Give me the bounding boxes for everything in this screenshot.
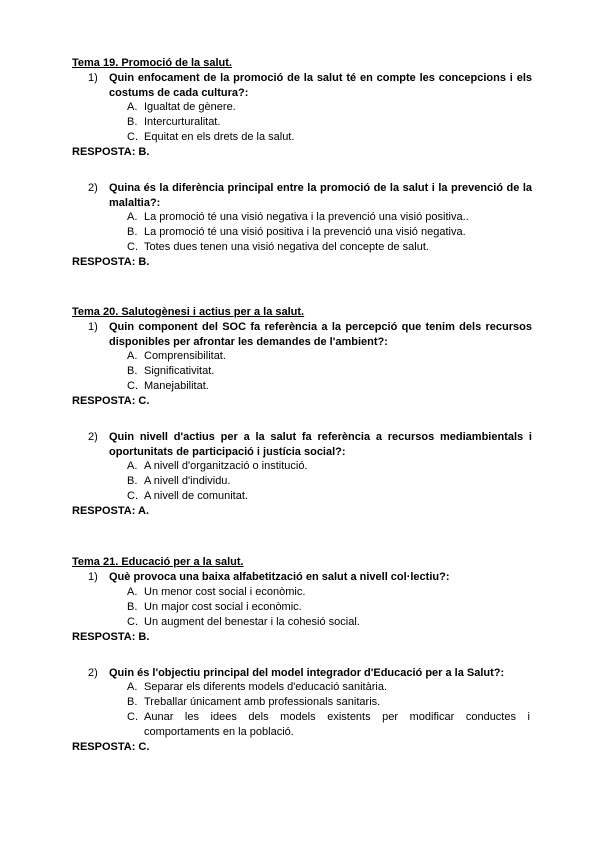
answer: RESPOSTA: B. [72, 146, 150, 158]
option-text: Significativitat. [144, 365, 215, 377]
answer: RESPOSTA: C. [72, 741, 150, 753]
question-number: 2) [88, 666, 98, 679]
option-letter: A. [127, 101, 138, 113]
section-title: Tema 19. Promoció de la salut. [72, 57, 232, 69]
option-letter: C. [127, 380, 138, 392]
option-text: Comprensibilitat. [144, 350, 226, 362]
option [72, 349, 532, 364]
option-text: A nivell de comunitat. [144, 490, 248, 502]
answer: RESPOSTA: A. [72, 505, 150, 517]
option-text: Separar els diferents models d'educació sanitària. [144, 681, 388, 693]
option-letter: B. [127, 475, 138, 487]
question-text: Quin enfocament de la promoció de la salut té en compte les concepcions i els costums de cada cultura?: [109, 72, 532, 99]
option-text: A nivell d'organització o institució. [144, 460, 308, 472]
option-letter: A. [127, 350, 138, 362]
option-text: Un major cost social i econòmic. [144, 600, 302, 613]
question [72, 666, 532, 681]
option [72, 585, 532, 600]
question [72, 181, 532, 210]
option [72, 474, 532, 489]
question-number: 2) [88, 431, 98, 443]
options-list [72, 680, 532, 740]
option [72, 364, 532, 379]
question-text: Què provoca una baixa alfabetització en salut a nivell col·lectiu?: [109, 571, 450, 583]
options-list [72, 210, 532, 255]
option-letter: B. [127, 226, 138, 238]
section-tema-19 [72, 56, 532, 270]
question-text: Quin nivell d'actius per a la salut fa referència a recursos mediambientals i oportunitats de participació i justícia social?: [109, 431, 532, 458]
option-letter: B. [127, 365, 138, 377]
question [72, 320, 532, 349]
option-letter: C. [127, 241, 138, 253]
option-letter: B. [127, 600, 138, 613]
question-text: Quina és la diferència principal entre la promoció de la salut i la prevenció de la malaltia?: [109, 182, 532, 209]
option [72, 115, 532, 130]
option-letter: C. [127, 711, 138, 723]
option [72, 680, 532, 695]
option [72, 130, 532, 145]
answer: RESPOSTA: B. [72, 256, 150, 268]
answer: RESPOSTA: B. [72, 630, 150, 643]
options-list [72, 100, 532, 145]
question-number: 1) [88, 571, 98, 583]
option-text: Intercurturalitat. [144, 116, 221, 128]
options-list [72, 585, 532, 630]
option-letter: A. [127, 211, 138, 223]
option [72, 225, 532, 240]
section-title: Tema 21. Educació per a la salut. [72, 556, 244, 568]
option-text: Igualtat de gènere. [144, 101, 236, 113]
option [72, 459, 532, 474]
option [72, 600, 532, 615]
options-list [72, 459, 532, 504]
option [72, 695, 532, 710]
option-letter: A. [127, 585, 138, 598]
option-letter: A. [127, 681, 138, 693]
question-number: 1) [88, 321, 98, 333]
question-text: Quin és l'objectiu principal del model integrador d'Educació per a la Salut?: [109, 666, 505, 679]
option-text: Un augment del benestar i la cohesió social. [144, 615, 360, 628]
option-text: La promoció té una visió negativa i la prevenció una visió positiva.. [144, 211, 469, 223]
answer: RESPOSTA: C. [72, 395, 150, 407]
option [72, 100, 532, 115]
option-letter: C. [127, 131, 138, 143]
question-number: 2) [88, 182, 98, 194]
option-letter: A. [127, 460, 138, 472]
option [72, 240, 532, 255]
question-text: Quin component del SOC fa referència a la percepció que tenim dels recursos disponibles per afrontar les demandes de l'ambient?: [109, 321, 532, 348]
section-tema-20 [72, 305, 532, 519]
option [72, 489, 532, 504]
option-text: Manejabilitat. [144, 380, 209, 392]
option-text: Totes dues tenen una visió negativa del concepte de salut. [144, 241, 429, 253]
option-text: Equitat en els drets de la salut. [144, 131, 295, 143]
option-text: La promoció té una visió positiva i la prevenció una visió negativa. [144, 226, 466, 238]
section-title: Tema 20. Salutogènesi i actius per a la salut. [72, 306, 305, 318]
section-tema-21 [72, 555, 532, 755]
options-list [72, 349, 532, 394]
option-text: Treballar únicament amb professionals sanitaris. [144, 696, 381, 708]
option-text: Aunar les idees dels models existents per modificar conductes i comportaments en la població. [144, 711, 530, 738]
option [72, 615, 532, 630]
option-letter: C. [127, 490, 138, 502]
option-letter: C. [127, 615, 138, 628]
option-letter: B. [127, 116, 138, 128]
option-text: Un menor cost social i econòmic. [144, 585, 306, 598]
option-letter: B. [127, 696, 138, 708]
question [72, 71, 532, 100]
option [72, 379, 532, 394]
option [72, 710, 532, 740]
question-number: 1) [88, 72, 98, 84]
question [72, 570, 532, 585]
option-text: A nivell d'individu. [144, 475, 231, 487]
option [72, 210, 532, 225]
question [72, 430, 532, 459]
